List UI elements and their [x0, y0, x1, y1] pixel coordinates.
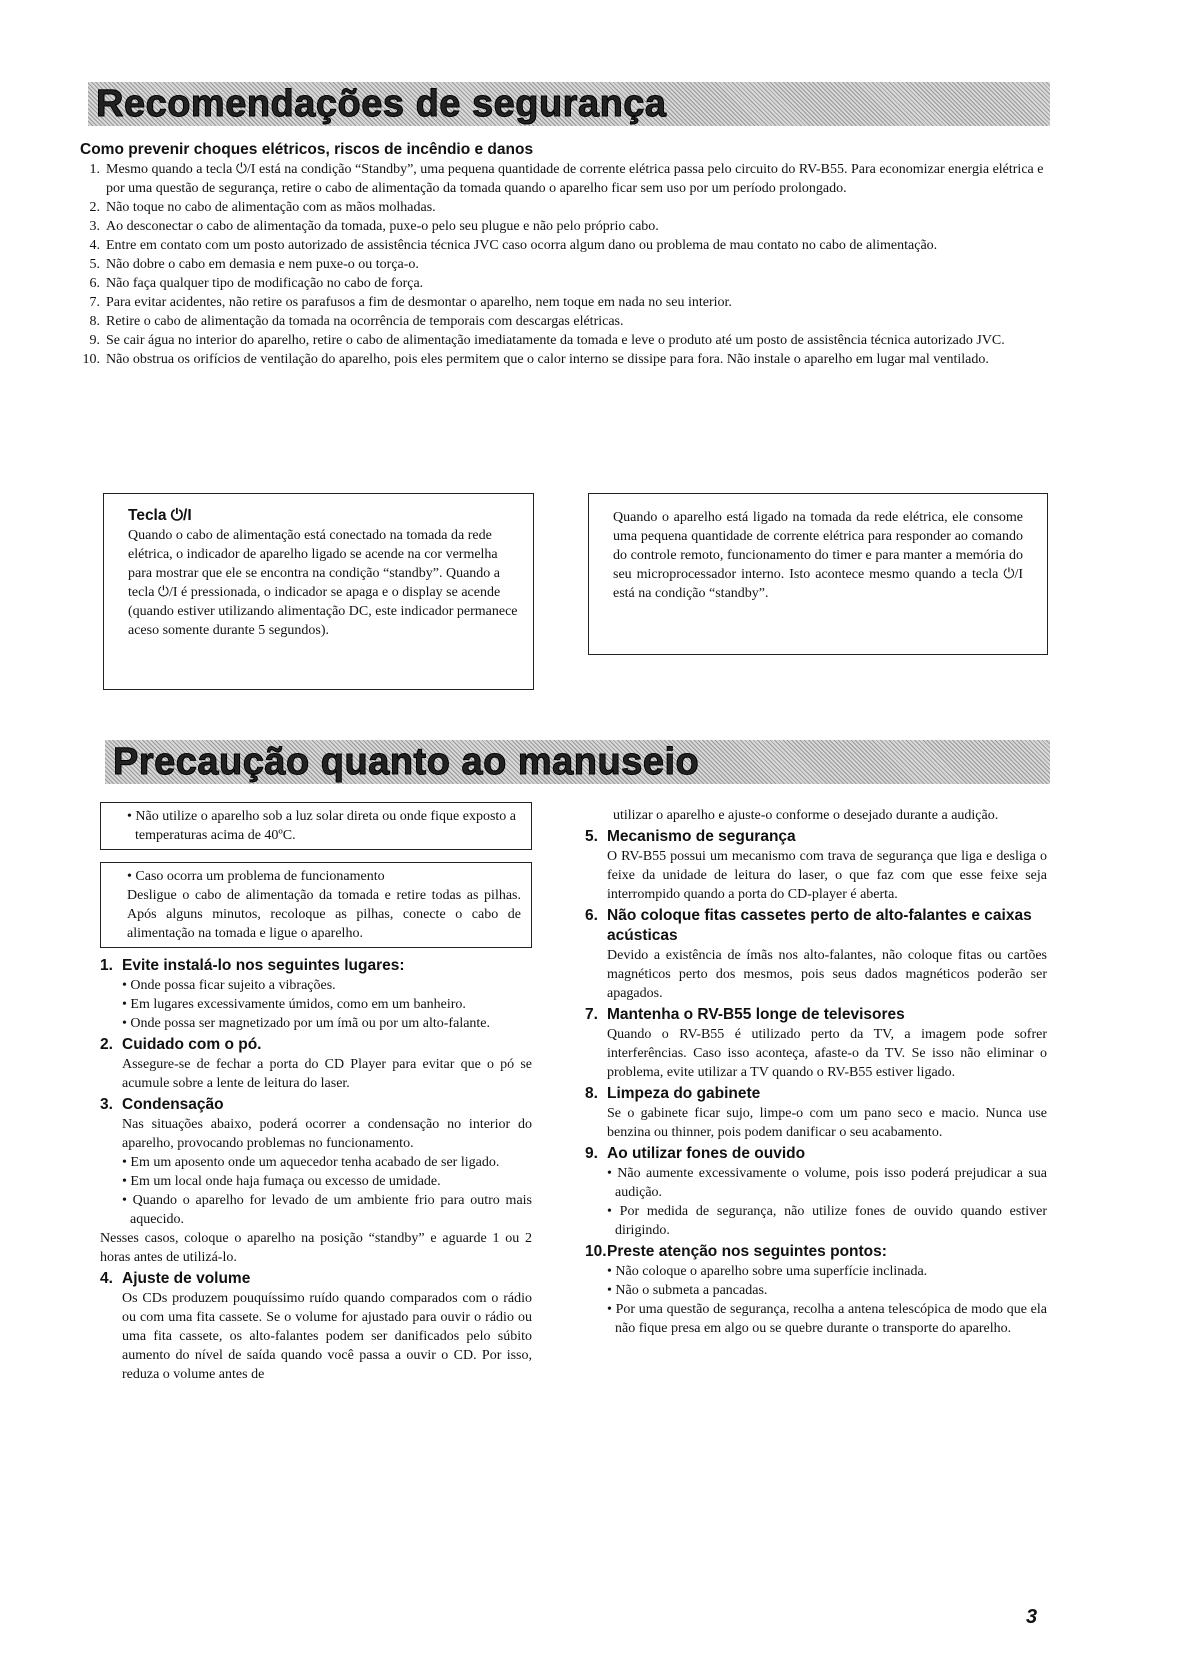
standby-power-box	[588, 493, 1048, 655]
box-text: Quando o aparelho está ligado na tomada da rede elétrica, ele consome uma pequena quantidade de corrente elétrica para responder ao comando do controle remoto, funcionamento do timer e para manter a memória do seu microprocessador interno. Isto acontece mesmo quando a tecla ⏻/I está na condição “standby”.	[613, 510, 1023, 601]
section-6: 6. Não coloque fitas cassetes perto de alto-falantes e caixas acústicas Devido a existência de ímãs nos alto-falantes, não coloque fitas ou cartões magnéticos perto dos mesmos, pois seus dados magnéticos poderão ser apagados.	[585, 907, 1047, 1001]
section-title: Recomendações de segurança	[96, 83, 667, 125]
malfunction-note	[100, 862, 532, 948]
section-banner-safety	[88, 82, 1050, 126]
safety-item: 3. Ao desconectar o cabo de alimentação da tomada, puxe-o pelo seu plugue e não pelo próprio cabo.	[89, 219, 659, 234]
safety-section	[80, 140, 1050, 369]
note-text: • Não utilize o aparelho sob a luz solar direta ou onde fique exposto a temperaturas acima de 40ºC.	[127, 809, 516, 843]
section-heading: Não coloque fitas cassetes perto de alto-falantes e caixas acústicas	[607, 907, 1032, 944]
safety-item: 4. Entre em contato com um posto autorizado de assistência técnica JVC caso ocorra algum dano ou problema de mau contato no cabo de alimentação.	[89, 238, 938, 253]
section-3: 3. Condensação Nas situações abaixo, poderá ocorrer a condensação no interior do aparelho, provocando problemas no funcionamento. • Em um aposento onde um aquecedor tenha acabado de ser ligado. • Em um local onde haja fumaça ou excesso de umidade. • Quando o aparelho for levado de um ambiente frio para outro mais aquecido. Nesses casos, coloque o aparelho na posição “standby” e aguarde 1 ou 2 horas antes de utilizá-lo.	[100, 1096, 532, 1265]
section-1: 1. Evite instalá-lo nos seguintes lugares: • Onde possa ficar sujeito a vibrações. • Em lugares excessivamente úmidos, como em um banheiro. • Onde possa ser magnetizado por um ímã ou por um alto-falante.	[100, 957, 491, 1031]
section-2: 2. Cuidado com o pó. Assegure-se de fechar a porta do CD Player para evitar que o pó se acumule sobre a lente de leitura do laser.	[100, 1036, 532, 1091]
safety-item: 9. Se cair água no interior do aparelho, retire o cabo de alimentação imediatamente da tomada e leve o produto até um posto de assistência técnica autorizado JVC.	[89, 333, 1005, 348]
section-title: Precaução quanto ao manuseio	[113, 741, 700, 783]
safety-item: 1. Mesmo quando a tecla ⏻/I está na condição “Standby”, uma pequena quantidade de corrente elétrica passa pelo circuito do RV-B55. Para economizar energia elétrica e por uma questão de segurança, retire o cabo de alimentação da tomada quando o aparelho ficar sem uso por um período prolongado.	[89, 162, 1044, 196]
section-heading: Mantenha o RV-B55 longe de televisores	[607, 1006, 905, 1023]
page-number: 3	[1026, 1606, 1038, 1628]
section-heading: Cuidado com o pó.	[122, 1036, 262, 1053]
section-5: 5. Mecanismo de segurança O RV-B55 possui um mecanismo com trava de segurança que liga e desliga o feixe da unidade de leitura do laser, o que faz com que esse feixe seja interrompido quando a porta do CD-player é aberta.	[585, 828, 1047, 902]
safety-item: 6. Não faça qualquer tipo de modificação no cabo de força.	[89, 276, 424, 291]
section-heading: Condensação	[122, 1096, 224, 1113]
section-8: 8. Limpeza do gabinete Se o gabinete ficar sujo, limpe-o com um pano seco e macio. Nunca use benzina ou thinner, pois podem danificar o seu acabamento.	[585, 1085, 1047, 1140]
safety-item: 8. Retire o cabo de alimentação da tomada na ocorrência de temporais com descargas elétricas.	[89, 314, 624, 329]
safety-subtitle: Como prevenir choques elétricos, riscos de incêndio e danos	[80, 141, 534, 158]
section-9: 9. Ao utilizar fones de ouvido • Não aumente excessivamente o volume, pois isso poderá prejudicar a sua audição. • Por medida de segurança, não utilize fones de ouvido quando estiver dirigindo.	[585, 1145, 1047, 1238]
box-title: Tecla ⏻/I	[128, 507, 192, 524]
safety-item: 5. Não dobre o cabo em demasia e nem puxe-o ou torça-o.	[89, 257, 419, 272]
section-heading: Preste atenção nos seguintes pontos:	[607, 1243, 887, 1260]
section-4-continued: utilizar o aparelho e ajuste-o conforme o desejado durante a audição.	[613, 808, 999, 823]
safety-item: 7. Para evitar acidentes, não retire os parafusos a fim de desmontar o aparelho, nem toque em nada no seu interior.	[89, 295, 732, 310]
section-heading: Mecanismo de segurança	[607, 828, 796, 845]
section-10: 10. Preste atenção nos seguintes pontos: • Não coloque o aparelho sobre uma superfície inclinada. • Não o submeta a pancadas. • Por uma questão de segurança, recolha a antena telescópica de modo que ela não fique presa em algo ou se quebre durante o transporte do aparelho.	[585, 1243, 1047, 1336]
sunlight-note	[100, 802, 532, 850]
safety-item: 10. Não obstrua os orifícios de ventilação do aparelho, pois eles permitem que o calor interno se dissipe para fora. Não instale o aparelho em lugar mal ventilado.	[82, 352, 989, 367]
safety-list	[80, 160, 1050, 369]
note-text: Desligue o cabo de alimentação da tomada e retire todas as pilhas. Após alguns minutos, recoloque as pilhas, conecte o cabo de alimentação na tomada e ligue o aparelho.	[127, 888, 521, 941]
left-column	[100, 802, 532, 1384]
safety-item: 2. Não toque no cabo de alimentação com as mãos molhadas.	[89, 200, 436, 215]
section-heading: Limpeza do gabinete	[607, 1085, 761, 1102]
section-banner-handling	[105, 740, 1050, 784]
box-text: Quando o cabo de alimentação está conectado na tomada da rede elétrica, o indicador de aparelho ligado se acende na cor vermelha para mostrar que ele se encontra na condição “standby”. Quando a tecla ⏻/I é pressionada, o indicador se apaga e o display se acende (quando estiver utilizando alimentação DC, este indicador permanece aceso somente durante 5 segundos).	[128, 528, 518, 638]
standby-key-box	[103, 493, 534, 690]
section-heading: Ao utilizar fones de ouvido	[607, 1145, 806, 1162]
section-7: 7. Mantenha o RV-B55 longe de televisores Quando o RV-B55 é utilizado perto da TV, a imagem pode sofrer interferências. Caso isso aconteça, afaste-o da TV. Se isso não eliminar o problema, evite utilizar a TV quando o RV-B55 estiver ligado.	[585, 1006, 1047, 1080]
section-4: 4. Ajuste de volume Os CDs produzem pouquíssimo ruído quando comparados com o rádio ou com uma fita cassete. Se o volume for ajustado para ouvir o rádio ou uma fita cassete, os alto-falantes podem ser danificados pelo súbito aumento do nível de saída quando você passa a ouvir o CD. Por isso, reduza o volume antes de	[100, 1270, 532, 1382]
section-heading: Ajuste de volume	[122, 1270, 251, 1287]
right-column	[585, 806, 1047, 1338]
section-heading: Evite instalá-lo nos seguintes lugares:	[122, 957, 405, 974]
note-title: • Caso ocorra um problema de funcionamento	[127, 869, 385, 884]
